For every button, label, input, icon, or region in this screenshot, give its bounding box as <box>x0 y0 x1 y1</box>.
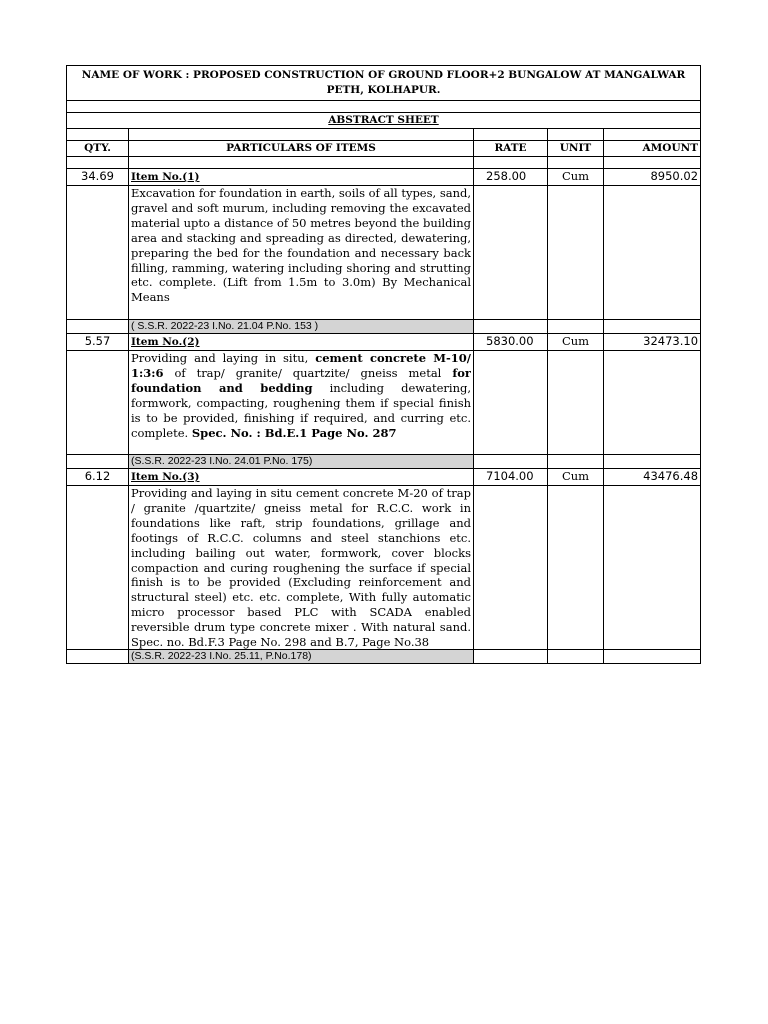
item-rate: 5830.00 <box>474 334 548 351</box>
item-rate: 258.00 <box>474 169 548 186</box>
table-row <box>67 469 701 486</box>
item-qty: 34.69 <box>67 169 129 186</box>
sheet-title-row <box>67 113 701 129</box>
abstract-table <box>66 65 701 664</box>
item-unit: Cum <box>548 334 604 351</box>
header-amount: AMOUNT <box>604 141 701 157</box>
table-row <box>67 650 701 664</box>
item-amount: 32473.10 <box>604 334 701 351</box>
abstract-sheet <box>66 65 700 664</box>
item-number: Item No.(3) <box>131 471 200 483</box>
item-unit: Cum <box>548 469 604 486</box>
table-row <box>67 186 701 320</box>
table-row <box>67 486 701 650</box>
spacer-row <box>67 157 701 169</box>
item-amount: 43476.48 <box>604 469 701 486</box>
header-particulars: PARTICULARS OF ITEMS <box>129 141 474 157</box>
header-row <box>67 141 701 157</box>
item-qty: 5.57 <box>67 334 129 351</box>
item-reference: (S.S.R. 2022-23 I.No. 25.11, P.No.178) <box>129 650 474 664</box>
table-row <box>67 320 701 334</box>
table-row <box>67 169 701 186</box>
header-unit: UNIT <box>548 141 604 157</box>
title-row <box>67 66 701 101</box>
sheet-title: ABSTRACT SHEET <box>328 114 439 126</box>
spacer-row <box>67 129 701 141</box>
item-qty: 6.12 <box>67 469 129 486</box>
spacer-row <box>67 101 701 113</box>
table-row <box>67 455 701 469</box>
item-number: Item No.(2) <box>131 336 200 348</box>
item-reference: ( S.S.R. 2022-23 I.No. 21.04 P.No. 153 ) <box>129 320 474 334</box>
item-description: Excavation for foundation in earth, soils of all types, sand, gravel and soft murum, including removing the excavated material upto a distance of 50 metres beyond the building area and stacking and spreading as directed, dewatering, preparing the bed for the foundation and necessary back filling, ramming, watering including shoring and strutting etc. complete. (Lift from 1.5m to 3.0m) By Mechanical Means <box>131 186 471 305</box>
item-number: Item No.(1) <box>131 171 200 183</box>
item-amount: 8950.02 <box>604 169 701 186</box>
name-of-work: NAME OF WORK : PROPOSED CONSTRUCTION OF GROUND FLOOR+2 BUNGALOW AT MANGALWAR PETH, KOLHAPUR. <box>67 66 701 101</box>
header-qty: QTY. <box>67 141 129 157</box>
item-rate: 7104.00 <box>474 469 548 486</box>
table-row <box>67 334 701 351</box>
item-unit: Cum <box>548 169 604 186</box>
header-rate: RATE <box>474 141 548 157</box>
table-row <box>67 351 701 455</box>
item-reference: (S.S.R. 2022-23 I.No. 24.01 P.No. 175) <box>129 455 474 469</box>
item-description: Providing and laying in situ, cement concrete M-10/ 1:3:6 of trap/ granite/ quartzite/ gneiss metal for foundation and bedding including dewatering, formwork, compacting, roughening them if special finish is to be provided, finishing if required, and curring etc. complete. Spec. No. : Bd.E.1 Page No. 287 <box>131 351 471 440</box>
item-description: Providing and laying in situ cement concrete M-20 of trap / granite /quartzite/ gneiss metal for R.C.C. work in foundations like raft, strip foundations, grillage and footings of R.C.C. columns and steel stanchions etc. including bailing out water, formwork, cover blocks compaction and curing roughening the surface if special finish is to be provided (Excluding reinforcement and structural steel) etc. etc. complete, With fully automatic micro processor based PLC with SCADA enabled reversible drum type concrete mixer . With natural sand. Spec. no. Bd.F.3 Page No. 298 and B.7, Page No.38 <box>131 486 471 649</box>
